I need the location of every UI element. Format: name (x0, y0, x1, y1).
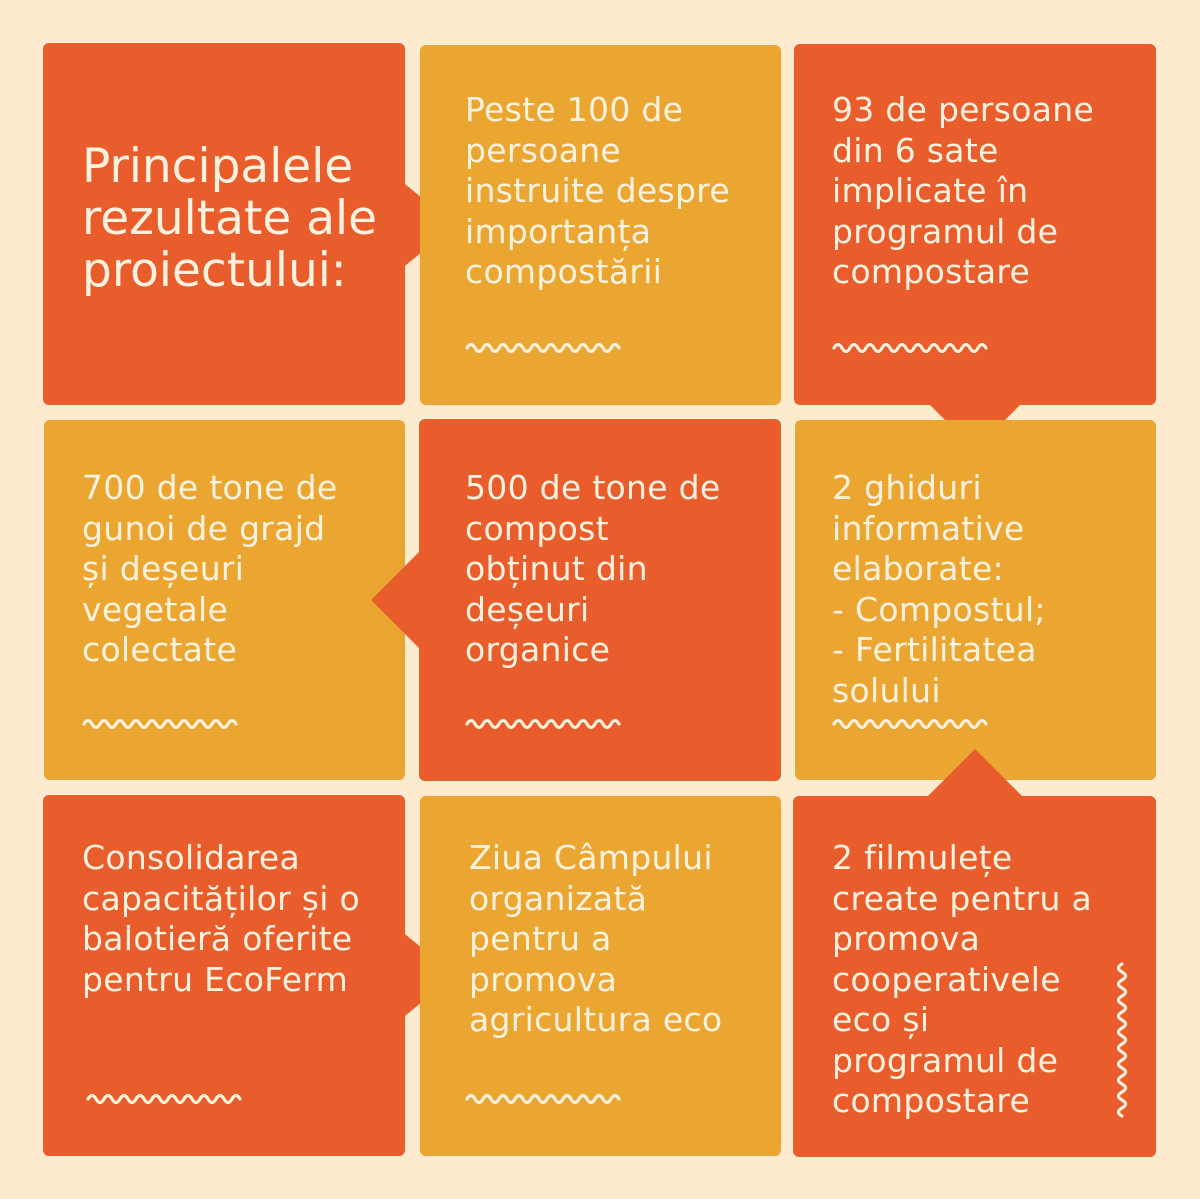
result-text-6: Consolidarea capacităților și o balotieră oferite pentru EcoFerm (82, 838, 360, 999)
result-text-7: Ziua Câmpului organizată pentru a promova agricultura eco (469, 838, 723, 1039)
wave-decoration-5 (832, 715, 988, 729)
result-text-5: 2 ghiduri informative elaborate: - Compostul; - Fertilitatea solului (832, 468, 1046, 710)
wave-decoration-8 (1113, 962, 1127, 1118)
result-text-3: 700 de tone de gunoi de grajd și deșeuri vegetale colectate (82, 468, 338, 669)
wave-decoration-7 (465, 1090, 621, 1104)
wave-decoration-2 (832, 339, 988, 353)
result-text-1: Peste 100 de persoane instruite despre importanța compostării (465, 90, 730, 291)
wave-decoration-4 (465, 715, 621, 729)
wave-decoration-1 (465, 339, 621, 353)
pointer-left (369, 550, 424, 650)
pointer-up (925, 747, 1025, 799)
result-text-4: 500 de tone de compost obținut din deșeuri organice (465, 468, 721, 669)
wave-decoration-6 (86, 1090, 242, 1104)
result-text-8: 2 filmulețe create pentru a promova cooperativele eco și programul de compostare (832, 838, 1093, 1120)
page-title: Principalele rezultate ale proiectului: (82, 139, 378, 298)
wave-decoration-3 (82, 715, 238, 729)
result-text-2: 93 de persoane din 6 sate implicate în programul de compostare (832, 90, 1095, 291)
